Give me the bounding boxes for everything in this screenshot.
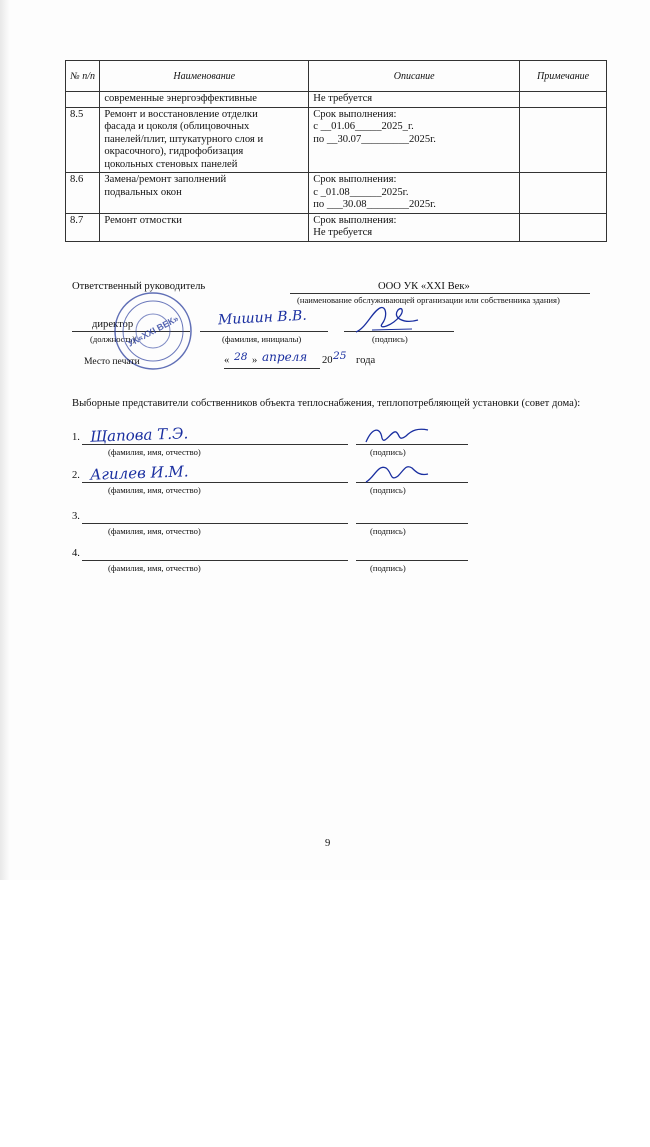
row-name-line: современные энергоэффективные (104, 93, 257, 104)
representative-name-caption: (фамилия, имя, отчество) (108, 563, 201, 573)
row-number-text: 8.5 (70, 108, 84, 120)
row-number-text: 8.6 (70, 174, 84, 185)
stamp-place-label: Место печати (84, 356, 140, 367)
row-name-line: Ремонт отмостки (104, 214, 182, 226)
table-row (66, 107, 607, 173)
row-description-line: Не требуется (313, 227, 373, 238)
position-caption: (должность) (90, 334, 136, 344)
row-description-line: с _01.08______2025г. (313, 186, 409, 198)
row-number (66, 92, 100, 108)
representative-number: 2. (72, 470, 80, 481)
representative-signature-underline (356, 560, 468, 561)
representative-signature-caption: (подпись) (370, 526, 406, 536)
representative-signature-caption: (подпись) (370, 447, 406, 457)
representative-signature-caption: (подпись) (370, 563, 406, 573)
row-name-line: Замена/ремонт заполнений (104, 174, 227, 185)
org-caption: (наименование обслуживающей организации или собственника здания) (297, 295, 560, 305)
row-description (309, 213, 520, 241)
row-number-text: 8.7 (70, 214, 84, 226)
representative-name-underline (82, 523, 348, 524)
row-note (520, 173, 607, 214)
date-quote-open: « (224, 355, 230, 366)
representative-name-caption: (фамилия, имя, отчество) (108, 447, 201, 457)
header-note: Примечание (520, 61, 607, 92)
row-description-line: с __01.06_____2025_г. (313, 121, 414, 132)
date-month-handwritten: апреля (262, 350, 308, 364)
row-description-line: Срок выполнения: (313, 108, 397, 120)
organization-name: ООО УК «XXI Век» (378, 281, 470, 292)
row-description (309, 173, 520, 214)
scan-edge-shadow (0, 0, 10, 880)
name-caption: (фамилия, инициалы) (222, 334, 302, 344)
date-year-prefix: 20 (322, 355, 333, 366)
representative-number: 1. (72, 432, 80, 443)
representatives-intro: Выборные представители собственников объекта теплоснабжения, теплопотребляющей установки (совет дома): (72, 398, 581, 409)
works-table (65, 60, 607, 242)
row-name-line: Ремонт и восстановление отделки (104, 108, 258, 120)
representative-handwritten-name: Агилев И.М. (89, 462, 189, 484)
blank-area (0, 880, 650, 1147)
row-note (520, 107, 607, 173)
row-description (309, 92, 520, 108)
date-day-handwritten: 28 (234, 351, 248, 363)
representative-name-caption: (фамилия, имя, отчество) (108, 485, 201, 495)
row-name-line: окрасочного), гидрофобизация (104, 146, 244, 157)
manager-signature (352, 302, 422, 338)
row-name-line: панелей/плит, штукатурного слоя и (104, 133, 264, 145)
row-name-line: цокольных стеновых панелей (104, 158, 238, 170)
row-description-line: Не требуется (313, 93, 373, 104)
row-note (520, 213, 607, 241)
representative-signature-underline (356, 523, 468, 524)
row-name (100, 173, 309, 214)
handwritten-manager-name: Мишин В.В. (217, 307, 308, 329)
table-row (66, 173, 607, 214)
row-name-line: подвальных окон (104, 186, 182, 198)
date-underline (224, 368, 320, 369)
responsible-label: Ответственный руководитель (72, 281, 206, 292)
representative-signature-caption: (подпись) (370, 485, 406, 495)
header-name: Наименование (100, 61, 309, 92)
row-description-line: Срок выполнения: (313, 174, 397, 185)
row-description-line: по __30.07_________2025г. (313, 133, 436, 145)
page-number: 9 (325, 838, 331, 849)
row-description (309, 107, 520, 173)
row-description-line: по ___30.08________2025г. (313, 199, 436, 210)
row-number (66, 173, 100, 214)
row-number (66, 213, 100, 241)
representative-handwritten-name: Щапова Т.Э. (89, 424, 189, 446)
row-name (100, 107, 309, 173)
representative-name-caption: (фамилия, имя, отчество) (108, 526, 201, 536)
date-year-handwritten: 25 (333, 350, 347, 362)
row-description-line: Срок выполнения: (313, 214, 397, 226)
header-description: Описание (309, 61, 520, 92)
header-num: № п/п (66, 61, 100, 92)
row-name (100, 213, 309, 241)
date-year-word: года (356, 355, 376, 366)
table-header-row (66, 61, 607, 92)
org-underline (290, 293, 590, 294)
name-underline (200, 331, 328, 332)
svg-text:УК«XXI ВЕК»: УК«XXI ВЕК» (125, 313, 181, 349)
date-quote-close: » (252, 355, 258, 366)
signature-caption: (подпись) (372, 334, 408, 344)
row-number (66, 107, 100, 173)
row-name-line: фасада и цоколя (облицовочных (104, 121, 250, 132)
representative-number: 4. (72, 548, 80, 559)
position-value: директор (92, 319, 134, 330)
row-note (520, 92, 607, 108)
representative-signature (362, 458, 432, 488)
table-row (66, 213, 607, 241)
representative-signature (362, 420, 432, 450)
table-row (66, 92, 607, 108)
row-name (100, 92, 309, 108)
representative-name-underline (82, 560, 348, 561)
representative-number: 3. (72, 511, 80, 522)
